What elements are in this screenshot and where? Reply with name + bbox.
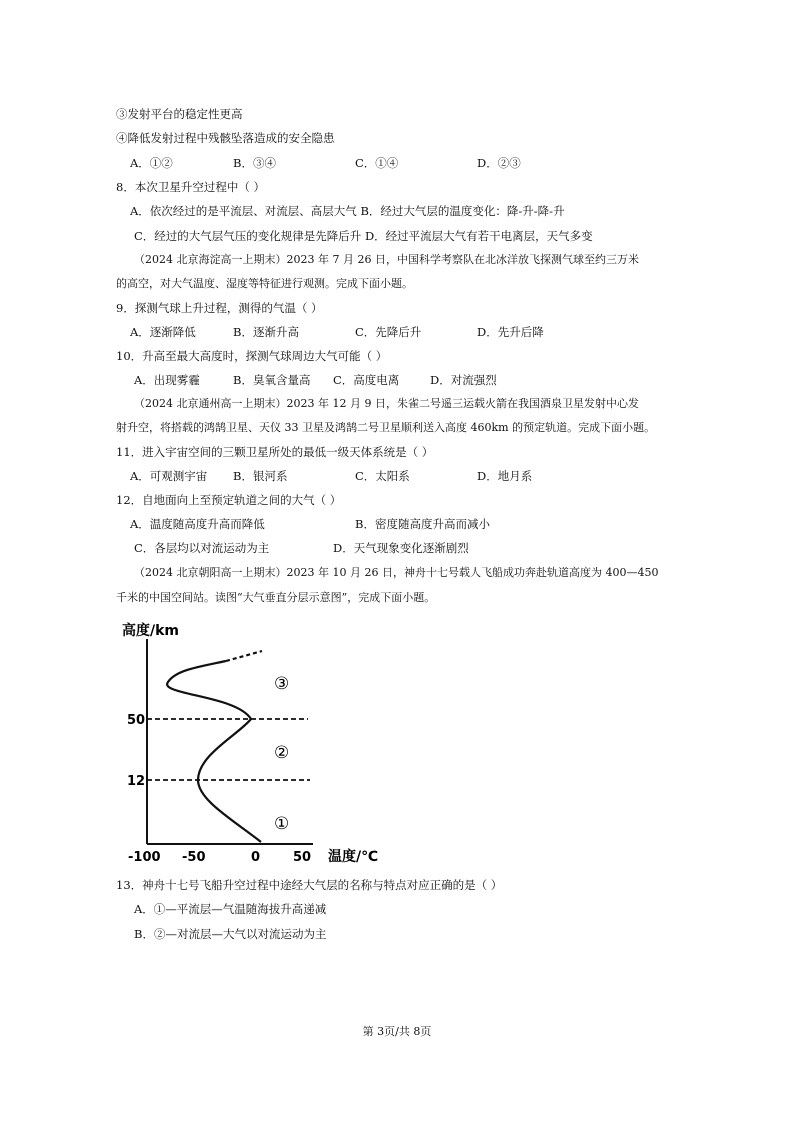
- q11-option-c: C．太阳系: [355, 469, 410, 483]
- q10-option-c: C．高度电离: [333, 373, 400, 387]
- y-tick-12: 12: [127, 774, 146, 789]
- x-tick-minus-100: -100: [128, 850, 161, 865]
- q7-option-d: D．②③: [477, 156, 521, 170]
- q8-stem: 8．本次卫星升空过程中（ ）: [116, 180, 265, 194]
- passage-3-line-2: 射升空，将搭载的鸿鹄卫星、天仪 33 卫星及鸿鹄二号卫星顺利送入高度 460km 的预定轨道。完成下面小题。: [116, 421, 656, 434]
- q9-option-a: A．逐渐降低: [130, 325, 196, 339]
- q9-option-b: B．逐渐升高: [233, 325, 299, 339]
- x-axis-label: 温度/℃: [328, 849, 379, 865]
- passage-3-line-1: （2024 北京通州高一上期末）2023 年 12 月 9 日，朱雀二号遥三运载火箭在我国酒泉卫星发射中心发: [134, 397, 639, 410]
- option-line-3: ③发射平台的稳定性更高: [116, 107, 243, 121]
- q7-option-c: C．①④: [355, 156, 399, 170]
- temperature-curve: [167, 661, 261, 842]
- q13-option-b: B．②—对流层—大气以对流运动为主: [134, 927, 327, 941]
- q12-stem: 12．自地面向上至预定轨道之间的大气（ ）: [116, 493, 342, 507]
- q13-option-a: A．①—平流层—气温随海拔升高递减: [134, 902, 327, 916]
- option-line-4: ④降低发射过程中残骸坠落造成的安全隐患: [116, 131, 335, 145]
- y-tick-50: 50: [127, 713, 146, 728]
- atmosphere-layer-diagram: [118, 615, 388, 870]
- q9-option-c: C．先降后升: [355, 325, 422, 339]
- q11-option-b: B．银河系: [233, 469, 288, 483]
- x-tick-minus-50: -50: [182, 850, 206, 865]
- passage-4-line-2: 千米的中国空间站。读图“大气垂直分层示意图”，完成下面小题。: [116, 591, 436, 604]
- layer-label-2: ②: [274, 743, 290, 763]
- passage-2-line-2: 的高空，对大气温度、湿度等特征进行观测。完成下面小题。: [116, 277, 413, 290]
- passage-2-line-1: （2024 北京海淀高一上期末）2023 年 7 月 26 日，中国科学考察队在北冰洋放飞探测气球至约三万米: [134, 253, 639, 266]
- layer-label-3: ③: [274, 674, 290, 694]
- q12-option-a: A．温度随高度升高而降低: [130, 517, 265, 531]
- x-tick-50: 50: [293, 850, 312, 865]
- q7-option-a: A．①②: [130, 156, 173, 170]
- q12-option-c: C．各层均以对流运动为主: [134, 541, 270, 555]
- q10-option-a: A．出现雾霾: [134, 373, 200, 387]
- layer-label-1: ①: [274, 814, 290, 834]
- q10-option-b: B．臭氧含量高: [233, 373, 311, 387]
- q13-stem: 13．神舟十七号飞船升空过程中途经大气层的名称与特点对应正确的是（ ）: [116, 878, 503, 892]
- q7-option-b: B．③④: [233, 156, 276, 170]
- q12-option-d: D．天气现象变化逐渐剧烈: [333, 541, 469, 555]
- passage-4-line-1: （2024 北京朝阳高一上期末）2023 年 10 月 26 日，神舟十七号载人飞船成功奔赴轨道高度为 400—450: [134, 566, 659, 579]
- q10-stem: 10．升高至最大高度时，探测气球周边大气可能（ ）: [116, 349, 388, 363]
- q11-option-d: D．地月系: [477, 469, 533, 483]
- q9-stem: 9．探测气球上升过程，测得的气温（ ）: [116, 301, 323, 315]
- q12-option-b: B．密度随高度升高而减小: [355, 517, 490, 531]
- q11-option-a: A．可观测宇宙: [130, 469, 208, 483]
- q9-option-d: D．先升后降: [477, 325, 544, 339]
- temperature-curve-extension: [226, 651, 262, 661]
- page-footer: 第 3页/共 8页: [362, 1025, 432, 1038]
- y-axis-label: 高度/km: [122, 623, 180, 639]
- q10-option-d: D．对流强烈: [430, 373, 497, 387]
- q11-stem: 11．进入宇宙空间的三颗卫星所处的最低一级天体系统是（ ）: [116, 445, 434, 459]
- q8-options-ab: A．依次经过的是平流层、对流层、高层大气 B．经过大气层的温度变化：降-升-降-升: [130, 204, 565, 218]
- x-tick-0: 0: [251, 850, 261, 865]
- q8-options-cd: C．经过的大气层气压的变化规律是先降后升 D．经过平流层大气有若干电离层，天气多变: [134, 229, 593, 243]
